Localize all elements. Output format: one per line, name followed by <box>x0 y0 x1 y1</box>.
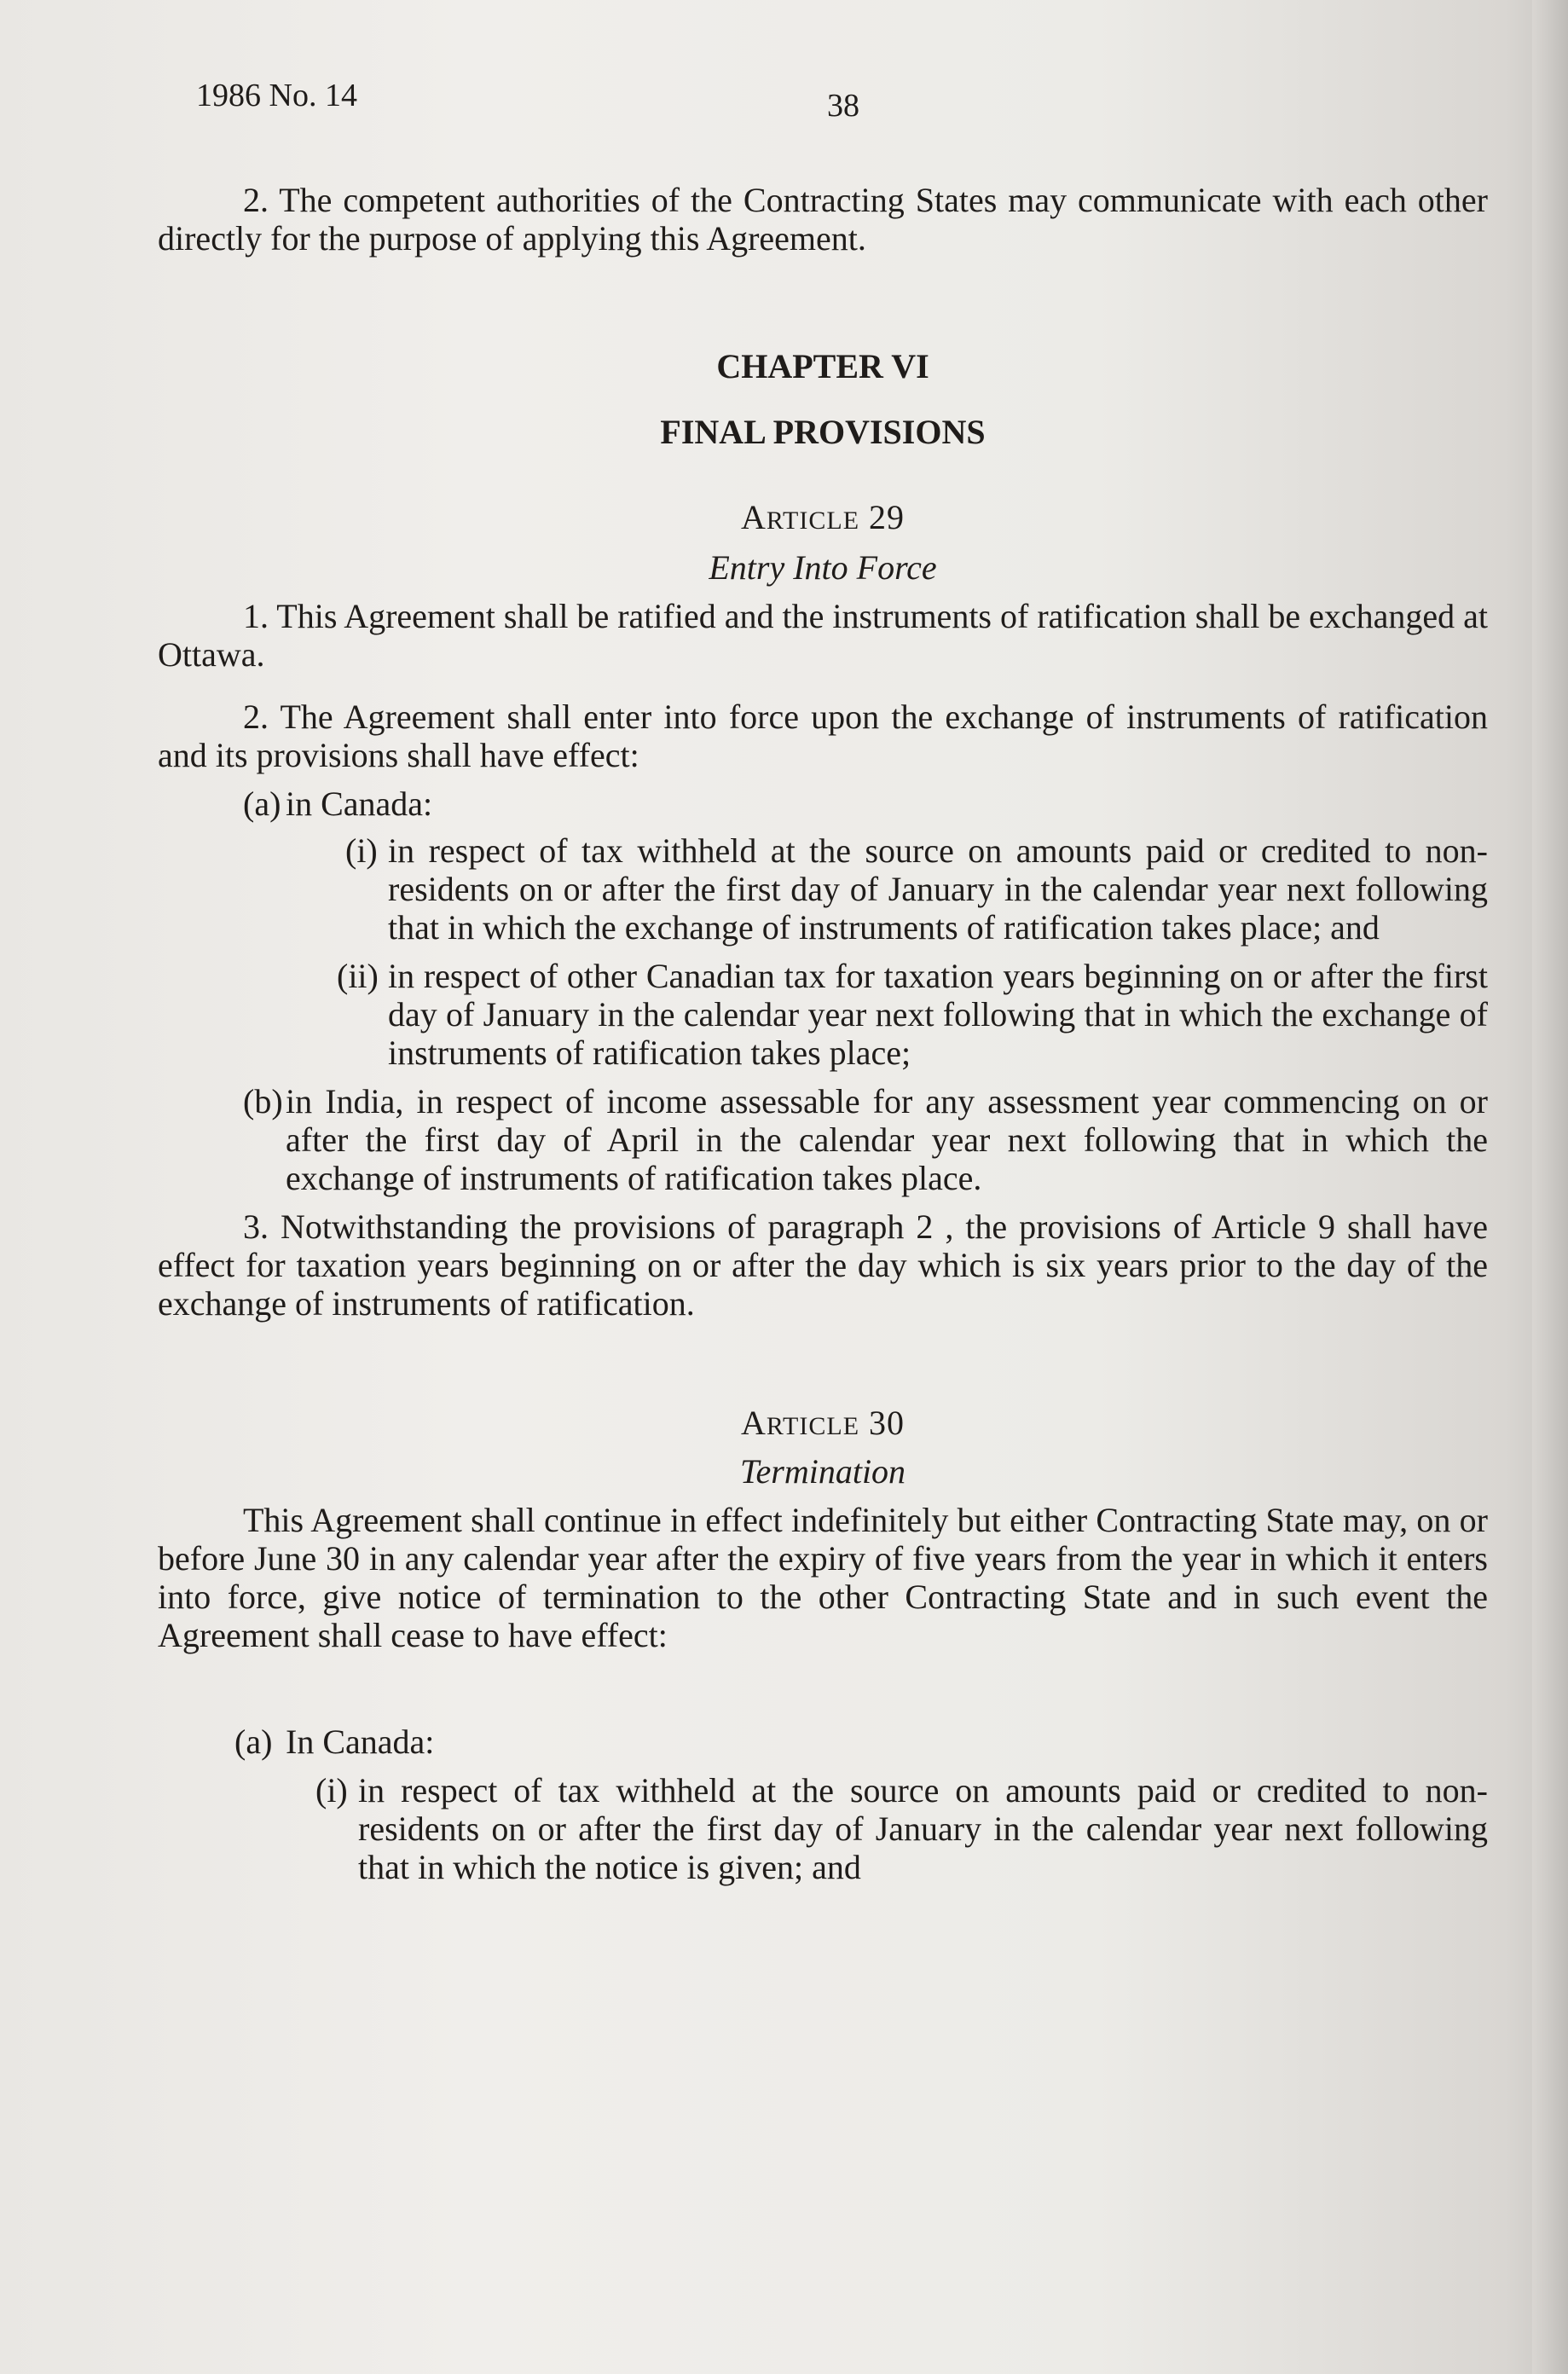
page-number: 38 <box>827 88 859 124</box>
article-29-paragraph-1: 1. This Agreement shall be ratified and the instruments of ratification shall be exchanged at Ottawa. <box>158 597 1488 674</box>
article-29-subtitle: Entry Into Force <box>709 548 937 587</box>
header-year-number: 1986 No. 14 <box>196 78 357 113</box>
article-29-word-first: A <box>740 498 767 536</box>
item-a-ii-text: in respect of other Canadian tax for taxation years beginning on or after the first day of January in the calendar year next following that in which the exchange of instruments of ratification takes place; <box>388 957 1488 1072</box>
item-a-label: (a) <box>234 1723 273 1761</box>
article-30-item-a-i <box>315 1771 1488 1886</box>
article-30-word-rest: RTICLE <box>766 1412 860 1440</box>
article-29-number: 29 <box>869 498 906 536</box>
article-30-subtitle: Termination <box>739 1452 906 1491</box>
item-a-i-text: in respect of tax withheld at the source on amounts paid or credited to non-residents on or after the first day of January in the calendar year next following that in which the exchange of instruments of ratification takes place; and <box>388 831 1488 947</box>
article-29-item-b <box>243 1082 1488 1197</box>
article-30-item-a <box>234 1723 1488 1761</box>
article-29-item-a <box>243 785 1488 823</box>
chapter-number: CHAPTER VI <box>716 347 929 385</box>
item-a-text: in Canada: <box>286 785 433 823</box>
article-29-item-a-i <box>345 831 1488 947</box>
article-30-word-first: A <box>740 1404 767 1442</box>
item-a-i-text: in respect of tax withheld at the source on amounts paid or credited to non-residents on or after the first day of January in the calendar year next following that in which the notice is given; and <box>358 1771 1488 1886</box>
item-a-text: In Canada: <box>286 1723 435 1761</box>
article-29-paragraph-3: 3. Notwithstanding the provisions of paragraph 2 , the provisions of Article 9 shall have effect for taxation years beginning on or after the day which is six years prior to the day of the exchange of instruments of ratification. <box>158 1207 1488 1323</box>
item-a-ii-label: (ii) <box>337 957 379 995</box>
article-29-title <box>158 498 1488 540</box>
item-b-label: (b) <box>243 1082 283 1120</box>
paragraph-competent-authorities: 2. The competent authorities of the Contracting States may communicate with each other directly for the purpose of applying this Agreement. <box>158 181 1488 258</box>
article-30-number: 30 <box>869 1404 906 1442</box>
article-29-item-a-ii <box>337 957 1488 1072</box>
item-a-label: (a) <box>243 785 281 823</box>
article-29-paragraph-2: 2. The Agreement shall enter into force upon the exchange of instruments of ratification and its provisions shall have effect: <box>158 698 1488 774</box>
chapter-title: FINAL PROVISIONS <box>660 413 986 451</box>
page-content <box>158 77 1488 1886</box>
page-edge <box>1532 0 1568 2374</box>
item-b-text: in India, in respect of income assessable for any assessment year commencing on or after the first day of April in the calendar year next following that in which the exchange of instruments of ratification takes place. <box>286 1082 1488 1197</box>
item-a-i-label: (i) <box>345 831 378 870</box>
article-30-title <box>158 1404 1488 1445</box>
article-29-word-rest: RTICLE <box>766 507 860 535</box>
article-30-paragraph-1: This Agreement shall continue in effect indefinitely but either Contracting State may, on or before June 30 in any calendar year after the expiry of five years from the year in which it enters into force, give notice of termination to the other Contracting State and in such event the Agreement shall cease to have effect: <box>158 1501 1488 1654</box>
page-header <box>158 77 1488 136</box>
item-a-i-label: (i) <box>315 1771 348 1809</box>
